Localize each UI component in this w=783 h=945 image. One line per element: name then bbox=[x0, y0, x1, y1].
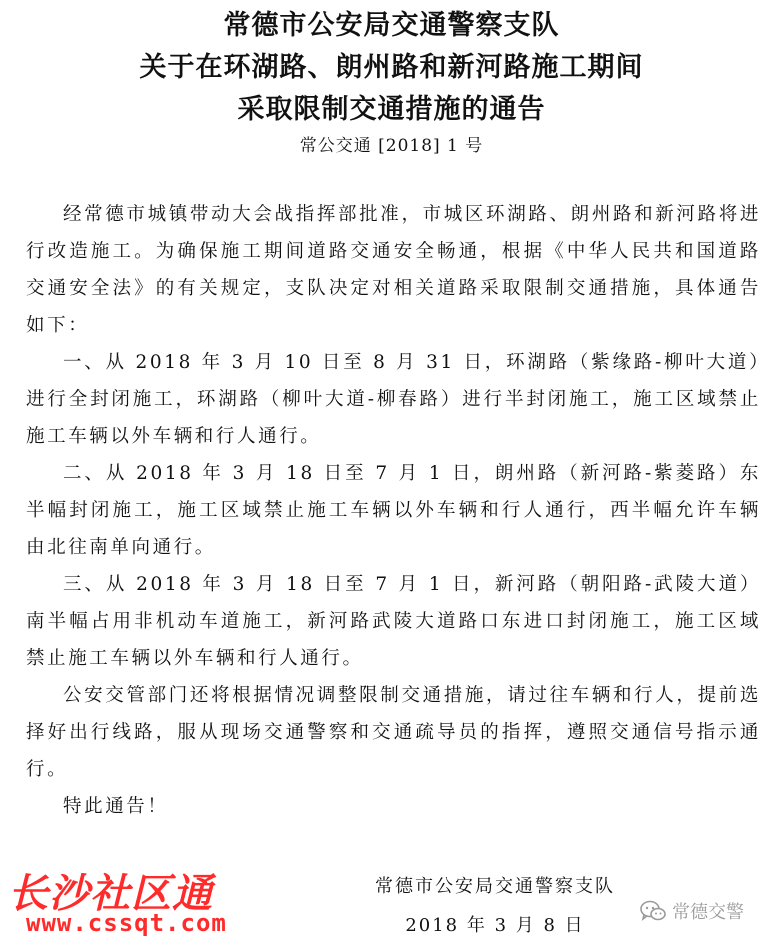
wechat-icon bbox=[640, 900, 666, 922]
signature-issuer: 常德市公安局交通警察支队 bbox=[375, 876, 615, 897]
watermark-site-name: 长沙社区通 bbox=[8, 871, 213, 917]
document-number: 常公交通 [2018] 1 号 bbox=[299, 136, 484, 156]
intro-paragraph: 经常德市城镇带动大会战指挥部批准，市城区环湖路、朗州路和新河路将进行改造施工。为确保施工期间道路交通安全畅通，根据《中华人民共和国道路交通安全法》的有关规定，支队决定对相关道路采取限制交通措施，具体通告如下： bbox=[26, 204, 761, 336]
wechat-account-watermark bbox=[640, 896, 780, 926]
item-3-paragraph: 三、从 2018 年 3 月 18 日至 7 月 1 日，新河路（朝阳路-武陵大道）南半幅占用非机动车道施工，新河路武陵大道路口东进口封闭施工，施工区域禁止施工车辆以外车辆和行人通行。 bbox=[26, 574, 761, 669]
item-1-paragraph: 一、从 2018 年 3 月 10 日至 8 月 31 日，环湖路（紫缘路-柳叶大道）进行全封闭施工，环湖路（柳叶大道-柳春路）进行半封闭施工，施工区域禁止施工车辆以外车辆和行人通行。 bbox=[26, 352, 761, 447]
wechat-account-name: 常德交警 bbox=[672, 902, 744, 923]
notice-title-line-2: 关于在环湖路、朗州路和新河路施工期间 bbox=[139, 52, 644, 83]
notice-title-line-3: 采取限制交通措施的通告 bbox=[237, 94, 546, 125]
notice-title-line-1: 常德市公安局交通警察支队 bbox=[223, 10, 560, 41]
closing-paragraph: 公安交管部门还将根据情况调整限制交通措施，请过往车辆和行人，提前选择好出行线路，服从现场交通警察和交通疏导员的指挥，遵照交通信号指示通行。 bbox=[26, 685, 761, 780]
watermark-site-url: www.cssqt.com bbox=[26, 909, 227, 937]
notice-body bbox=[26, 196, 761, 825]
notice-end-line: 特此通告！ bbox=[63, 796, 169, 817]
item-2-paragraph: 二、从 2018 年 3 月 18 日至 7 月 1 日，朗州路（新河路-紫菱路）东半幅封闭施工，施工区域禁止施工车辆以外车辆和行人通行，西半幅允许车辆由北往南单向通行。 bbox=[26, 463, 761, 558]
signature-date: 2018 年 3 月 8 日 bbox=[405, 915, 585, 936]
